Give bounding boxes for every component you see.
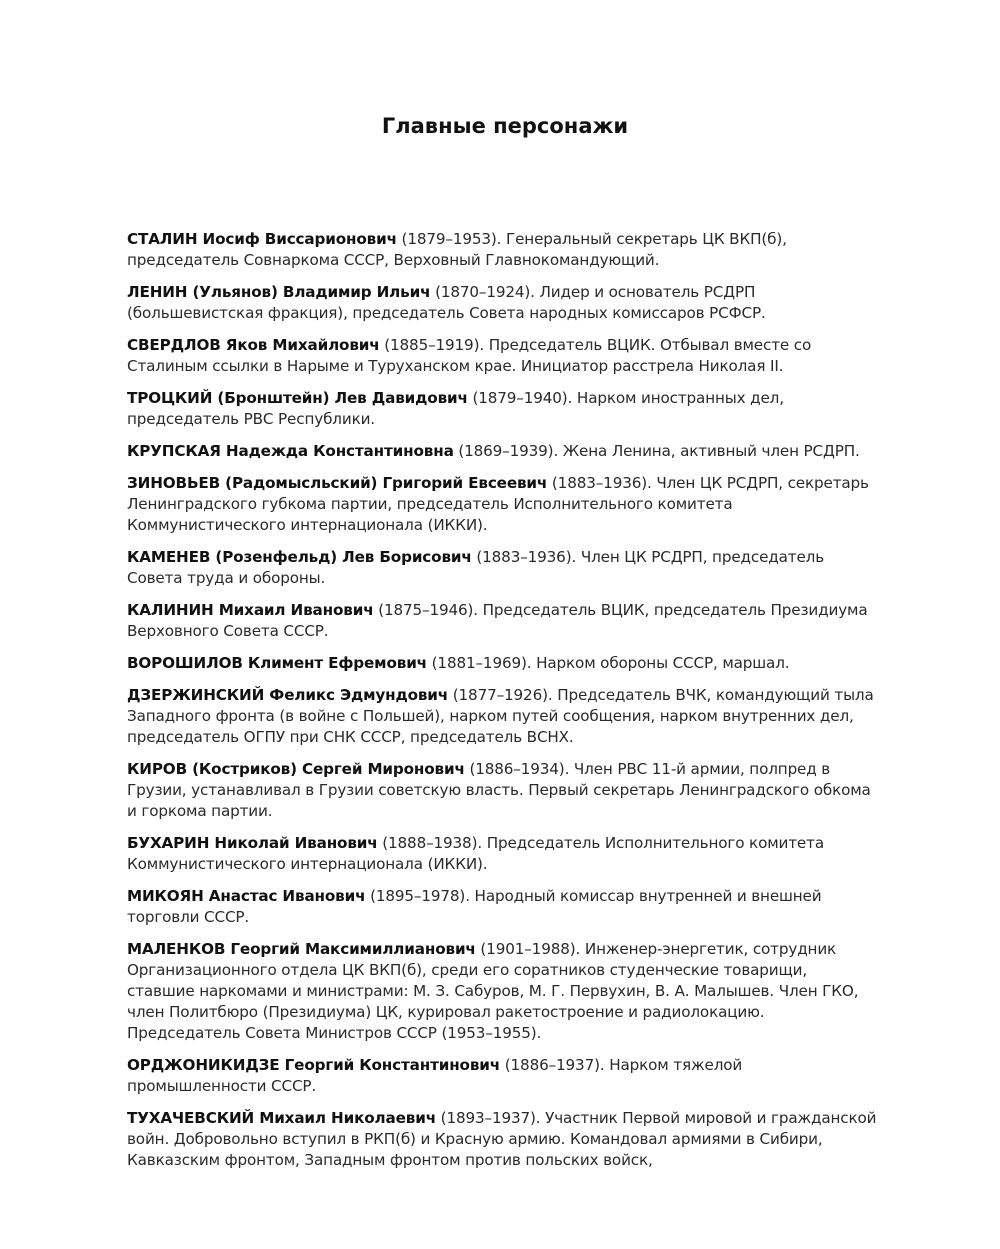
character-name: ВОРОШИЛОВ Климент Ефремович (127, 654, 427, 672)
character-description: (1886–1934). Член РВС 11-й армии, полпред в Грузии, устанавливал в Грузии советскую власть. Первый секретарь Ленинградского обкома и горкома партии. (127, 760, 871, 820)
character-entry (127, 1108, 877, 1171)
character-entry (127, 388, 877, 430)
character-name: МАЛЕНКОВ Георгий Максимиллианович (127, 940, 476, 958)
character-list (127, 229, 877, 1182)
character-description: (1881–1969). Нарком обороны СССР, маршал. (431, 654, 790, 672)
character-description: (1883–1936). Член ЦК РСДРП, председатель Совета труда и обороны. (127, 548, 825, 587)
character-name: КАЛИНИН Михаил Иванович (127, 601, 374, 619)
character-description: (1888–1938). Председатель Исполнительного комитета Коммунистического интернационала (ИККИ). (127, 834, 824, 873)
character-description: (1883–1936). Член ЦК РСДРП, секретарь Ленинградского губкома партии, председатель Исполнительного комитета Коммунистического интернационала (ИККИ). (127, 474, 869, 534)
character-description: (1875–1946). Председатель ВЦИК, председатель Президиума Верховного Совета СССР. (127, 601, 868, 640)
character-name: ЛЕНИН (Ульянов) Владимир Ильич (127, 283, 431, 301)
character-entry (127, 229, 877, 271)
character-entry (127, 473, 877, 536)
character-description: (1895–1978). Народный комиссар внутренней и внешней торговли СССР. (127, 887, 822, 926)
character-name: ТУХАЧЕВСКИЙ Михаил Николаевич (127, 1109, 436, 1127)
character-name: МИКОЯН Анастас Иванович (127, 887, 366, 905)
character-description: (1877–1926). Председатель ВЧК, командующий тыла Западного фронта (в войне с Польшей), нарком путей сообщения, нарком внутренних дел, председатель ОГПУ при СНК СССР, председатель ВСНХ. (127, 686, 874, 746)
character-name: СВЕРДЛОВ Яков Михайлович (127, 336, 380, 354)
character-entry (127, 759, 877, 822)
character-entry (127, 833, 877, 875)
character-description: (1886–1937). Нарком тяжелой промышленности СССР. (127, 1056, 743, 1095)
character-description: (1879–1940). Нарком иностранных дел, председатель РВС Республики. (127, 389, 784, 428)
character-entry (127, 685, 877, 748)
character-entry (127, 335, 877, 377)
character-name: ЗИНОВЬЕВ (Радомысльский) Григорий Евсеевич (127, 474, 548, 492)
character-entry (127, 1055, 877, 1097)
character-name: КАМЕНЕВ (Розенфельд) Лев Борисович (127, 548, 472, 566)
character-entry (127, 886, 877, 928)
character-entry (127, 547, 877, 589)
character-name: ТРОЦКИЙ (Бронштейн) Лев Давидович (127, 389, 468, 407)
character-description: (1870–1924). Лидер и основатель РСДРП (большевистская фракция), председатель Совета народных комиссаров РСФСР. (127, 283, 766, 322)
character-description: (1885–1919). Председатель ВЦИК. Отбывал вместе со Сталиным ссылки в Нарыме и Туруханском крае. Инициатор расстрела Николая II. (127, 336, 812, 375)
character-entry (127, 600, 877, 642)
character-description: (1893–1937). Участник Первой мировой и гражданской войн. Добровольно вступил в РКП(б) и Красную армию. Командовал армиями в Сибири, Кавказским фронтом, Западным фронтом против польских войск, (127, 1109, 877, 1169)
character-description: (1901–1988). Инженер-энергетик, сотрудник Организационного отдела ЦК ВКП(б), среди его соратников студенческие товарищи, ставшие наркомами и министрами: М. З. Сабуров, М. Г. Первухин, В. А. Малышев. Член ГКО, член Политбюро (Президиума) ЦК, курировал ракетостроение и радиолокацию. Председатель Совета Министров СССР (1953–1955). (127, 940, 859, 1042)
page-title: Главные персонажи (381, 114, 629, 138)
character-name: КРУПСКАЯ Надежда Константиновна (127, 442, 454, 460)
character-entry (127, 939, 877, 1044)
character-name: ОРДЖОНИКИДЗЕ Георгий Константинович (127, 1056, 501, 1074)
character-name: БУХАРИН Николай Иванович (127, 834, 378, 852)
character-description: (1869–1939). Жена Ленина, активный член РСДРП. (458, 442, 860, 460)
character-entry (127, 653, 877, 674)
character-entry (127, 282, 877, 324)
character-description: (1879–1953). Генеральный секретарь ЦК ВКП(б), председатель Совнаркома СССР, Верховный Главнокомандующий. (127, 230, 787, 269)
character-name: СТАЛИН Иосиф Виссарионович (127, 230, 397, 248)
character-entry (127, 441, 877, 462)
character-name: КИРОВ (Костриков) Сергей Миронович (127, 760, 465, 778)
character-name: ДЗЕРЖИНСКИЙ Феликс Эдмундович (127, 686, 449, 704)
